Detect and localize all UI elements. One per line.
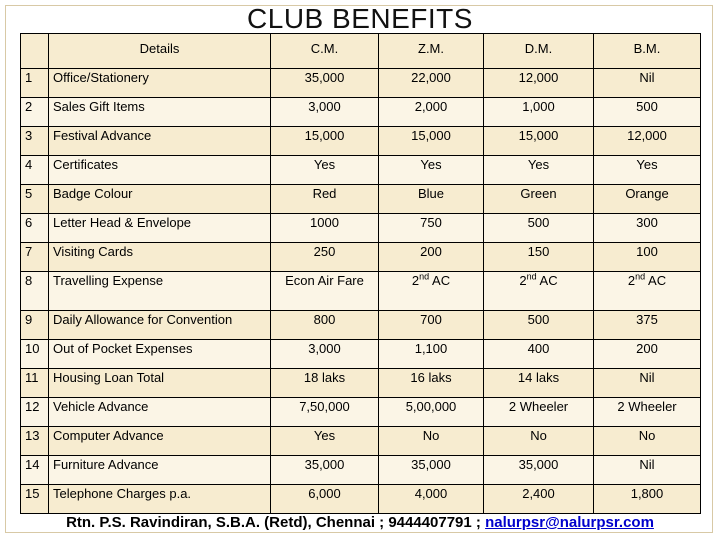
header-zm: Z.M.: [379, 34, 484, 69]
cell-bm: Nil: [594, 456, 701, 485]
table-row: [21, 456, 701, 485]
row-details: Sales Gift Items: [49, 98, 271, 127]
row-details: Travelling Expense: [49, 272, 271, 311]
cell-zm: 750: [379, 214, 484, 243]
cell-bm: 375: [594, 311, 701, 340]
cell-dm: 1,000: [484, 98, 594, 127]
benefits-table: [20, 33, 701, 514]
row-number: 1: [21, 69, 49, 98]
cell-cm: Econ Air Fare: [271, 272, 379, 311]
row-number: 13: [21, 427, 49, 456]
header-bm: B.M.: [594, 34, 701, 69]
row-details: Badge Colour: [49, 185, 271, 214]
cell-dm: 2nd AC: [484, 272, 594, 311]
page-title: CLUB BENEFITS: [247, 3, 473, 34]
cell-dm: 15,000: [484, 127, 594, 156]
row-details: Telephone Charges p.a.: [49, 485, 271, 514]
cell-zm: No: [379, 427, 484, 456]
cell-cm: 3,000: [271, 98, 379, 127]
row-details: Daily Allowance for Convention: [49, 311, 271, 340]
cell-dm: 500: [484, 214, 594, 243]
cell-cm: 3,000: [271, 340, 379, 369]
cell-dm: 35,000: [484, 456, 594, 485]
row-number: 11: [21, 369, 49, 398]
cell-cm: 18 laks: [271, 369, 379, 398]
cell-dm: 12,000: [484, 69, 594, 98]
table-row: [21, 311, 701, 340]
row-details: Office/Stationery: [49, 69, 271, 98]
cell-cm: 800: [271, 311, 379, 340]
footer-email-link[interactable]: nalurpsr@nalurpsr.com: [485, 514, 654, 531]
footer-text: Rtn. P.S. Ravindiran, S.B.A. (Retd), Chennai ; 9444407791 ;: [66, 514, 486, 531]
cell-zm: 22,000: [379, 69, 484, 98]
row-number: 3: [21, 127, 49, 156]
header-details: Details: [49, 34, 271, 69]
cell-zm: 5,00,000: [379, 398, 484, 427]
table-header-row: [21, 34, 701, 69]
cell-cm: 6,000: [271, 485, 379, 514]
cell-bm: 1,800: [594, 485, 701, 514]
cell-dm: Green: [484, 185, 594, 214]
cell-bm: 2 Wheeler: [594, 398, 701, 427]
cell-cm: Yes: [271, 427, 379, 456]
cell-bm: 500: [594, 98, 701, 127]
cell-cm: 1000: [271, 214, 379, 243]
cell-dm: 2 Wheeler: [484, 398, 594, 427]
cell-bm: Nil: [594, 369, 701, 398]
cell-dm: 14 laks: [484, 369, 594, 398]
row-number: 6: [21, 214, 49, 243]
row-number: 10: [21, 340, 49, 369]
row-details: Computer Advance: [49, 427, 271, 456]
table-row: [21, 398, 701, 427]
cell-zm: 200: [379, 243, 484, 272]
row-number: 14: [21, 456, 49, 485]
cell-cm: 15,000: [271, 127, 379, 156]
table-row: [21, 272, 701, 311]
cell-zm: 1,100: [379, 340, 484, 369]
cell-dm: No: [484, 427, 594, 456]
cell-bm: 300: [594, 214, 701, 243]
cell-bm: Yes: [594, 156, 701, 185]
row-number: 12: [21, 398, 49, 427]
row-details: Furniture Advance: [49, 456, 271, 485]
cell-zm: 35,000: [379, 456, 484, 485]
row-details: Festival Advance: [49, 127, 271, 156]
row-details: Out of Pocket Expenses: [49, 340, 271, 369]
table-row: [21, 427, 701, 456]
cell-cm: 35,000: [271, 456, 379, 485]
table-row: [21, 243, 701, 272]
row-number: 9: [21, 311, 49, 340]
row-number: 7: [21, 243, 49, 272]
cell-zm: Blue: [379, 185, 484, 214]
cell-zm: 15,000: [379, 127, 484, 156]
cell-zm: 700: [379, 311, 484, 340]
cell-dm: 500: [484, 311, 594, 340]
row-details: Vehicle Advance: [49, 398, 271, 427]
cell-bm: Orange: [594, 185, 701, 214]
cell-bm: 100: [594, 243, 701, 272]
table-row: [21, 69, 701, 98]
cell-dm: 400: [484, 340, 594, 369]
cell-cm: Red: [271, 185, 379, 214]
cell-bm: Nil: [594, 69, 701, 98]
cell-bm: 200: [594, 340, 701, 369]
cell-zm: 16 laks: [379, 369, 484, 398]
cell-zm: 4,000: [379, 485, 484, 514]
cell-dm: 150: [484, 243, 594, 272]
cell-cm: 7,50,000: [271, 398, 379, 427]
header-number: [21, 34, 49, 69]
table-row: [21, 485, 701, 514]
cell-zm: Yes: [379, 156, 484, 185]
row-details: Visiting Cards: [49, 243, 271, 272]
table-row: [21, 156, 701, 185]
row-number: 4: [21, 156, 49, 185]
cell-dm: 2,400: [484, 485, 594, 514]
footer-credit: [0, 514, 720, 531]
row-details: Letter Head & Envelope: [49, 214, 271, 243]
cell-cm: Yes: [271, 156, 379, 185]
row-number: 2: [21, 98, 49, 127]
row-details: Housing Loan Total: [49, 369, 271, 398]
row-number: 15: [21, 485, 49, 514]
cell-zm: 2nd AC: [379, 272, 484, 311]
cell-bm: 2nd AC: [594, 272, 701, 311]
header-cm: C.M.: [271, 34, 379, 69]
table-row: [21, 214, 701, 243]
table-row: [21, 369, 701, 398]
cell-dm: Yes: [484, 156, 594, 185]
cell-cm: 250: [271, 243, 379, 272]
table-row: [21, 340, 701, 369]
cell-bm: No: [594, 427, 701, 456]
table-row: [21, 185, 701, 214]
row-details: Certificates: [49, 156, 271, 185]
cell-cm: 35,000: [271, 69, 379, 98]
row-number: 5: [21, 185, 49, 214]
header-dm: D.M.: [484, 34, 594, 69]
row-number: 8: [21, 272, 49, 311]
cell-bm: 12,000: [594, 127, 701, 156]
table-row: [21, 98, 701, 127]
cell-zm: 2,000: [379, 98, 484, 127]
table-row: [21, 127, 701, 156]
